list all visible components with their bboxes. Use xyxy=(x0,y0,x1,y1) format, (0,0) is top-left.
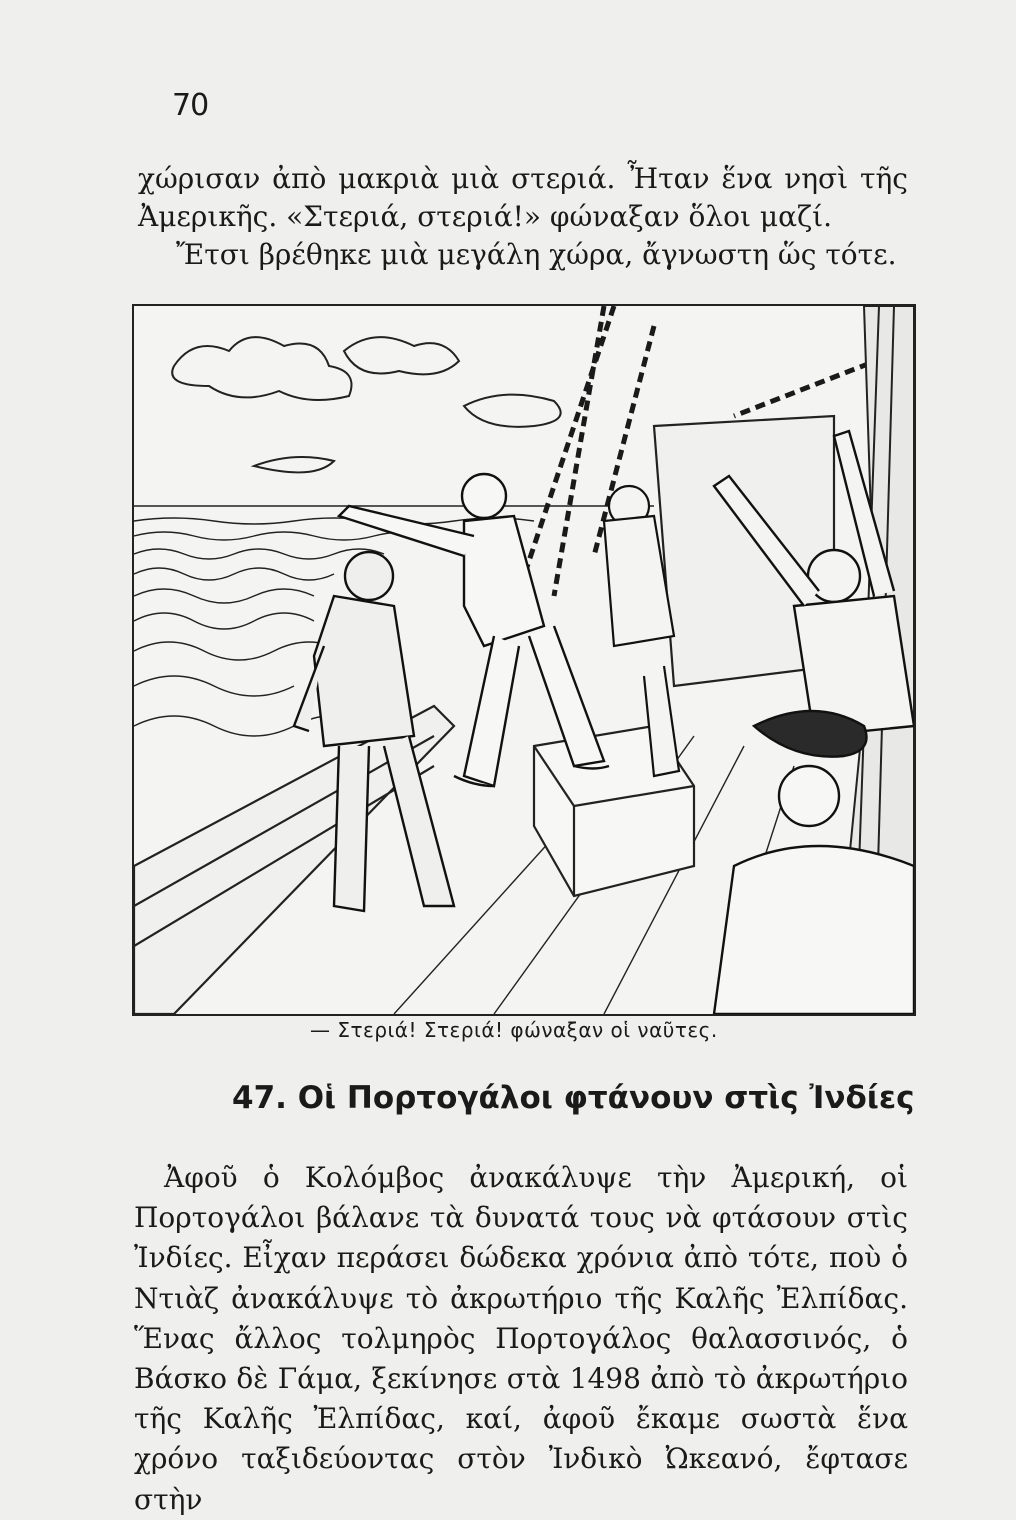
page-number: 70 xyxy=(172,88,209,123)
intro-text xyxy=(138,160,908,274)
illustration-caption: — Στεριά! Στεριά! φώναξαν οἱ ναῦτες. xyxy=(310,1018,718,1042)
body-paragraph: Ἀφοῦ ὁ Κολόμβος ἀνακάλυψε τὴν Ἀμερική, οἱ Πορτογάλοι βάλανε τὰ δυνατά τους νὰ φτάσουν στὶς Ἰνδίες. Εἶχαν περάσει δώδεκα χρόνια ἀπὸ τότε, ποὺ ὁ Ντιὰζ ἀνακάλυψε τὸ ἀκρωτήριο τῆς Καλῆς Ἐλπίδας. Ἕνας ἄλλος τολμηρὸς Πορτογάλος θαλασσινός, ὁ Βάσκο δὲ Γάμα, ξεκίνησε στὰ 1498 ἀπὸ τὸ ἀκρωτήριο τῆς Καλῆς Ἐλπίδας, καί, ἀφοῦ ἔκαμε σωστὰ ἕνα χρόνο ταξιδεύοντας στὸν Ἰνδικὸ Ὠκεανό, ἔφτασε στὴν xyxy=(134,1161,908,1516)
intro-paragraph-1: χώρισαν ἀπὸ μακριὰ μιὰ στεριά. Ἦταν ἕνα νησὶ τῆς Ἀμερικῆς. «Στεριά, στεριά!» φώναξαν ὅλοι μαζί. xyxy=(138,162,908,233)
intro-paragraph-2: Ἔτσι βρέθηκε μιὰ μεγάλη χώρα, ἄγνωστη ὥς τότε. xyxy=(176,238,897,271)
ship-deck-illustration xyxy=(132,304,916,1016)
section-title: 47. Οἱ Πορτογάλοι φτάνουν στὶς Ἰνδίες xyxy=(232,1080,915,1116)
body-text xyxy=(134,1158,908,1520)
illustration-drawing xyxy=(134,306,914,1014)
